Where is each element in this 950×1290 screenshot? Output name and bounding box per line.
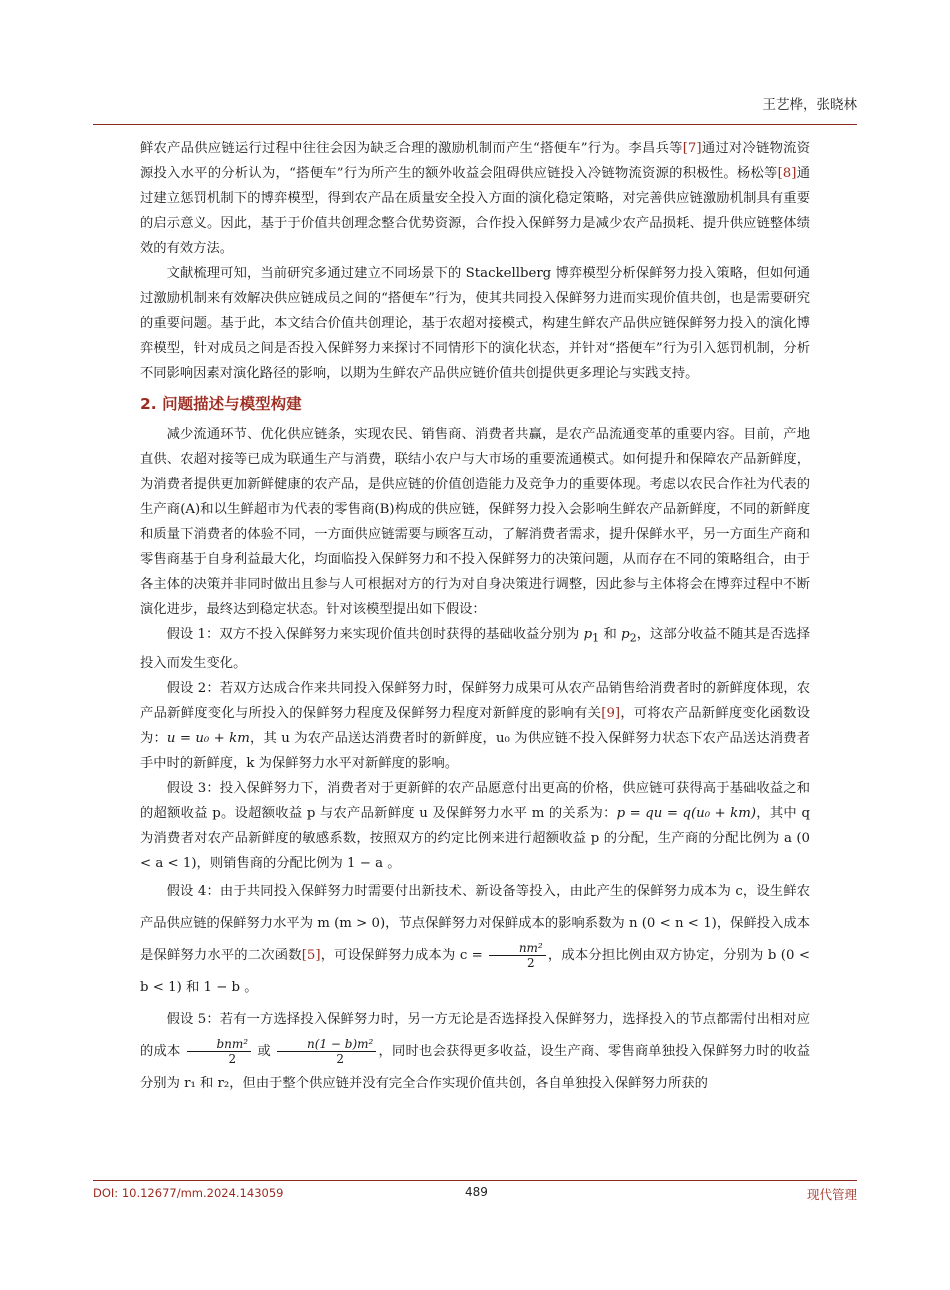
a5-or: 或: [253, 1043, 276, 1059]
symbol-p1: p: [583, 627, 593, 642]
citation-7[interactable]: [7]: [682, 141, 702, 156]
cost-fraction-denominator: 2: [526, 955, 535, 970]
a1-text-b: ，这部分收益不随其是否选择投入而发生变化。: [140, 627, 810, 671]
header-authors: 王艺桦，张晓林: [762, 97, 857, 113]
retailer-cost-denominator: 2: [336, 1051, 344, 1066]
retailer-cost-numerator: n(1 − b)m²: [277, 1037, 376, 1052]
assumption-3: [140, 776, 810, 876]
a4-text-a: 假设 4：由于共同投入保鲜努力时需要付出新技术、新设备等投入，由此产生的保鲜努力成本为 c，设生鲜农产品供应链的保鲜努力水平为 m (m > 0)，节点保鲜努力对保鲜成本的影响系数为 n (0 < n < 1)，保鲜投入成本是保鲜努力水平的二次函数: [140, 883, 810, 963]
paragraph-literature-review: 文献梳理可知，当前研究多通过建立不同场景下的 Stackellberg 博弈模型分析保鲜努力投入策略，但如何通过激励机制来有效解决供应链成员之间的“搭便车”行为，使其共同投入保鲜努力进而实现价值共创，也是需要研究的重要问题。基于此，本文结合价值共创理论，基于农超对接模式，构建生鲜农产品供应链保鲜努力投入的演化博弈模型，针对成员之间是否投入保鲜努力来探讨不同情形下的演化状态，并针对“搭便车”行为引入惩罚机制，分析不同影响因素对演化路径的影响，以期为生鲜农产品供应链价值共创提供更多理论与实践支持。: [140, 266, 810, 381]
a4-text-b: ，可设保鲜努力成本为 c =: [320, 947, 488, 963]
a5-text-a: 假设 5：若有一方选择投入保鲜努力时，另一方无论是否选择投入保鲜努力，选择投入的节点都需付出相对应的成本: [140, 1011, 810, 1059]
p1-text-b: 通过对冷链物流资源投入水平的分析认为，“搭便车”行为所产生的额外收益会阻碍供应链投入冷链物流资源的积极性。杨松等: [140, 141, 810, 181]
assumption-2: [140, 676, 810, 776]
symbol-p1-sub: 1: [592, 631, 600, 645]
cost-fraction: [489, 941, 546, 970]
producer-cost-fraction: [187, 1037, 251, 1066]
citation-5[interactable]: [5]: [301, 947, 321, 963]
a1-text-a: 假设 1：双方不投入保鲜努力来实现价值共创时获得的基础收益分别为: [166, 627, 584, 642]
footer-divider: [93, 1180, 857, 1181]
citation-8[interactable]: [8]: [777, 166, 797, 181]
footer-doi[interactable]: DOI: 10.12677/mm.2024.143059: [93, 1186, 284, 1200]
citation-9[interactable]: [9]: [601, 705, 621, 721]
paragraph-continued: [140, 136, 810, 261]
excess-revenue-equation: p = qu = q(u₀ + km): [616, 805, 757, 821]
header-divider: [93, 124, 857, 125]
cost-fraction-numerator: nm²: [489, 941, 546, 956]
a2-text-b: ，可将农产品新鲜度变化函数设为：: [140, 705, 811, 746]
p1-text-c: 通过建立惩罚机制下的博弈模型，得到农产品在质量安全投入方面的演化稳定策略，对完善供应链激励机制具有重要的启示意义。因此，基于于价值共创理念整合优势资源，合作投入保鲜努力是减少农产品损耗、提升供应链整体绩效的有效方法。: [140, 166, 810, 256]
a3-text-b: ，其中 q 为消费者对农产品新鲜度的敏感系数，按照双方的约定比例来进行超额收益 p 的分配，生产商的分配比例为 a (0 < a < 1)，则销售商的分配比例为 1 − a 。: [140, 805, 810, 871]
producer-cost-denominator: 2: [228, 1051, 237, 1066]
section-heading: 2. 问题描述与模型构建: [140, 395, 302, 413]
symbol-p2: p: [621, 627, 630, 642]
a3-text-a: 假设 3：投入保鲜努力下，消费者对于更新鲜的农产品愿意付出更高的价格，供应链可获得高于基础收益之和的超额收益 p。设超额收益 p 与农产品新鲜度 u 及保鲜努力水平 m 的关系为：: [140, 780, 810, 821]
a1-and: 和: [599, 627, 622, 642]
journal-name: 现代管理: [806, 1187, 857, 1202]
assumption-4: [140, 876, 810, 1004]
a2-text-a: 假设 2：若双方达成合作来共同投入保鲜努力时，保鲜努力成果可从农产品销售给消费者时的新鲜度体现，农产品新鲜度变化与所投入的保鲜努力程度及保鲜努力程度对新鲜度的影响有关: [140, 680, 810, 721]
article-body: [140, 136, 810, 1100]
p1-text-a: 鲜农产品供应链运行过程中往往会因为缺乏合理的激励机制而产生“搭便车”行为。李昌兵等: [140, 141, 683, 156]
retailer-cost-fraction: [277, 1037, 376, 1066]
assumption-5: [140, 1004, 810, 1100]
a5-text-b: ，同时也会获得更多收益，设生产商、零售商单独投入保鲜努力时的收益分别为 r₁ 和 r₂，但由于整个供应链并没有完全合作实现价值共创，各自单独投入保鲜努力所获的: [140, 1043, 810, 1091]
producer-cost-numerator: bnm²: [187, 1037, 251, 1052]
a2-text-c: ，其 u 为农产品送达消费者时的新鲜度，u₀ 为供应链不投入保鲜努力状态下农产品送达消费者手中时的新鲜度，k 为保鲜努力水平对新鲜度的影响。: [140, 730, 810, 771]
paragraph-problem-description: 减少流通环节、优化供应链条，实现农民、销售商、消费者共赢，是农产品流通变革的重要内容。目前，产地直供、农超对接等已成为联通生产与消费，联结小农户与大市场的重要流通模式。如何提升和保障农产品新鲜度，为消费者提供更加新鲜健康的农产品，是供应链的价值创造能力及竞争力的重要体现。考虑以农民合作社为代表的生产商(A)和以生鲜超市为代表的零售商(B)构成的供应链，保鲜努力投入会影响生鲜农产品新鲜度，不同的新鲜度和质量下消费者的体验不同，一方面供应链需要与顾客互动，了解消费者需求，提升保鲜水平，另一方面生产商和零售商基于自身利益最大化，均面临投入保鲜努力和不投入保鲜努力的决策问题，从而存在不同的策略组合，由于各主体的决策并非同时做出且参与人可根据对方的行为对自身决策进行调整，因此参与主体将会在博弈过程中不断演化进步，最终达到稳定状态。针对该模型提出如下假设：: [140, 427, 810, 617]
page-number: 489: [465, 1185, 488, 1199]
freshness-equation: u = u₀ + km: [166, 730, 250, 746]
a4-text-c: ，成本分担比例由双方协定，分别为 b (0 < b < 1) 和 1 − b 。: [140, 947, 810, 995]
assumption-1: [140, 622, 810, 676]
symbol-p2-sub: 2: [629, 631, 637, 645]
